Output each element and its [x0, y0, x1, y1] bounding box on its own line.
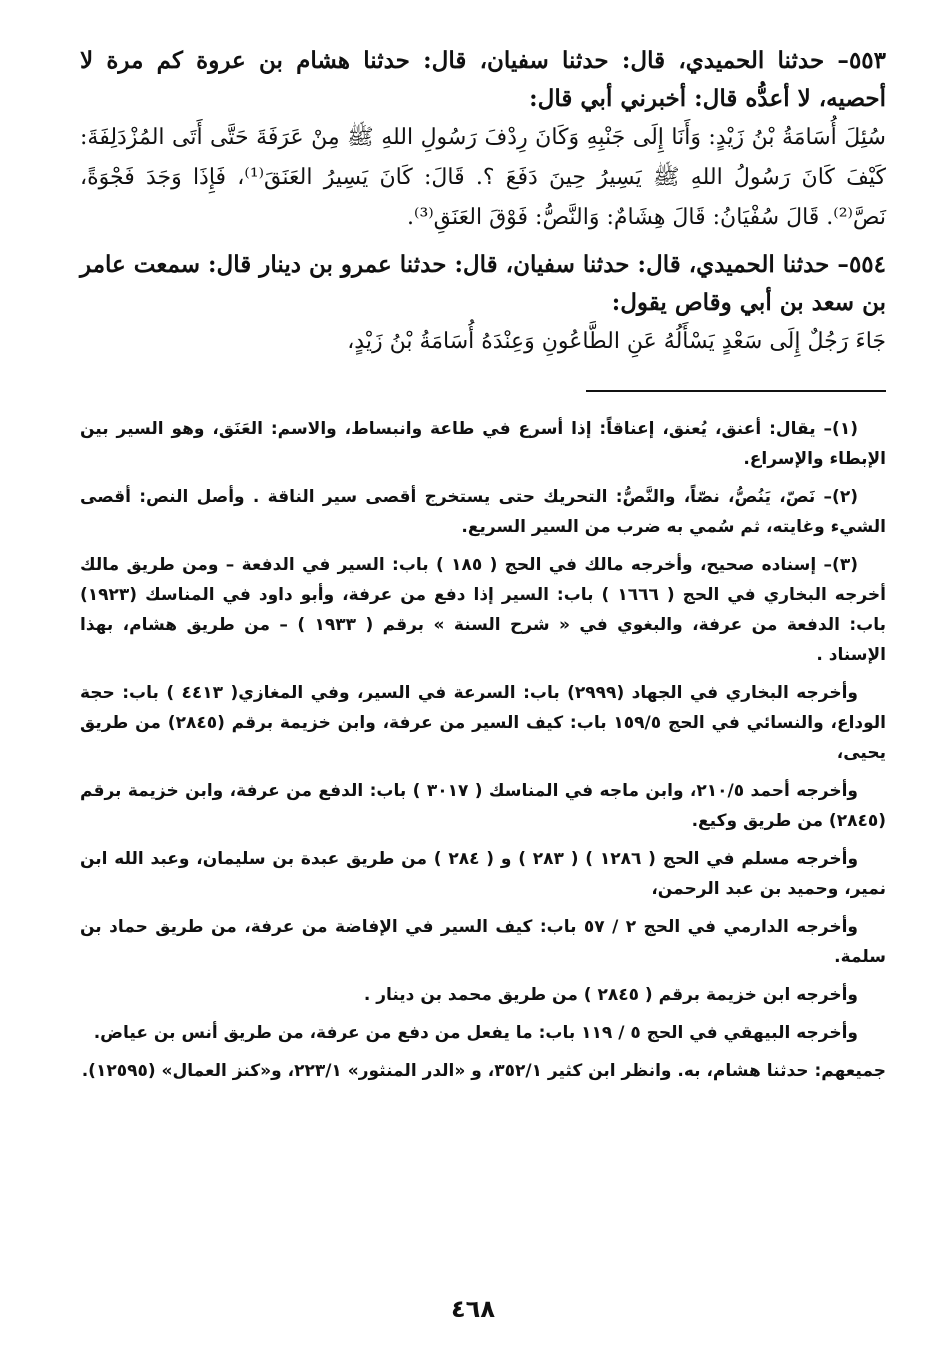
- closing-note: جميعهم: حدثنا هشام، به. وانظر ابن كثير ٣٥٢/١، و «الدر المنثور» ٢٢٣/١، و«كنز العمال» (١٢٥٩٥).: [81, 1061, 886, 1081]
- reference-darimi: وأخرجه الدارمي في الحج ٢ / ٥٧ باب: كيف السير في الإفاضة من عرفة، من طريق حماد بن سلمة.: [80, 917, 886, 967]
- reference-ibn-khuzaymah: وأخرجه ابن خزيمة برقم ( ٢٨٤٥ ) من طريق محمد بن دينار .: [363, 985, 858, 1005]
- page-number: ٤٦٨: [451, 1295, 495, 1323]
- hadith-554-matn: جَاءَ رَجُلٌ إِلَى سَعْدٍ يَسْأَلُهُ عَنِ الطَّاعُونِ وَعِنْدَهُ أُسَامَةُ بْنُ زَيْدٍ،: [347, 329, 886, 354]
- footnote-3: (٣)– إسناده صحيح، وأخرجه مالك في الحج ( ١٨٥ ) باب: السير في الدفعة – ومن طريق مالك أخرجه البخاري في الحج ( ١٦٦٦ ) باب: السير إذا دفع من عرفة، وأبو داود في المناسك (١٩٢٣) باب: الدفعة من عرفة، والبغوي في « شرح السنة » برقم ( ١٩٣٣ ) – من طريق هشام، بهذا الإسناد .: [80, 555, 886, 665]
- hadith-553-isnad: ٥٥٣– حدثنا الحميدي، قال: حدثنا سفيان، قال: حدثنا هشام بن عروة كم مرة لا أحصيه، لا أعدُّه قال: أخبرني أبي قال:: [80, 47, 886, 112]
- footnote-1: (١)– يقال: أعنق، يُعنق، إعناقاً: إذا أسرع في طاعة وانبساط، والاسم: العَنَق، وهو السير بين الإبطاء والإسراع.: [80, 419, 886, 469]
- main-text: [80, 42, 886, 362]
- reference-muslim: وأخرجه مسلم في الحج ( ١٢٨٦ ) ( ٢٨٣ ) و ( ٢٨٤ ) من طريق عبدة بن سليمان، وعبد الله ابن نمير، وحميد بن عبد الرحمن،: [80, 849, 886, 899]
- footnote-divider: [586, 390, 886, 392]
- reference-ahmad: وأخرجه أحمد ٢١٠/٥، وابن ماجه في المناسك ( ٣٠١٧ ) باب: الدفع من عرفة، وابن خزيمة برقم (٢٨٤٥) من طريق وكيع.: [80, 781, 886, 831]
- reference-bayhaqi: وأخرجه البيهقي في الحج ٥ / ١١٩ باب: ما يفعل من دفع من عرفة، من طريق أنس بن عياض.: [93, 1023, 858, 1043]
- hadith-553-matn: سُئِلَ أُسَامَةُ بْنُ زَيْدٍ: وَأَنَا إِلَى جَنْبِهِ وَكَانَ رِدْفَ رَسُولِ اللهِ ﷺ مِنْ عَرَفَةَ حَتَّى أَتَى المُزْدَلِفَةَ: كَيْفَ كَانَ رَسُولُ اللهِ ﷺ يَسِيرُ حِينَ دَفَعَ ؟. قَالَ: كَانَ يَسِيرُ العَنَقَ⁽¹⁾، فَإِذَا وَجَدَ فَجْوَةً، نَصَّ⁽²⁾. قَالَ سُفْيَانُ: قَالَ هِشَامٌ: وَالنَّصُّ: فَوْقَ العَنَقِ⁽³⁾.: [80, 125, 887, 230]
- hadith-554-isnad: ٥٥٤– حدثنا الحميدي، قال: حدثنا سفيان، قال: حدثنا عمرو بن دينار قال: سمعت عامر بن سعد بن أبي وقاص يقول:: [80, 251, 886, 316]
- reference-bukhari-jihad: وأخرجه البخاري في الجهاد (٢٩٩٩) باب: السرعة في السير، وفي المغازي( ٤٤١٣ ) باب: حجة الوداع، والنسائي في الحج ١٥٩/٥ باب: كيف السير من عرفة، وابن خزيمة برقم (٢٨٤٥) من طريق يحيى،: [80, 683, 886, 763]
- footnote-2: (٢)– نَصّ، يَنُصُّ، نصّاً، والنَّصُّ: التحريك حتى يستخرج أقصى سير الناقة . وأصل النص: أقصى الشيء وغايته، ثم سُمي به ضرب من السير السريع.: [80, 487, 886, 537]
- footnotes: [80, 414, 886, 1086]
